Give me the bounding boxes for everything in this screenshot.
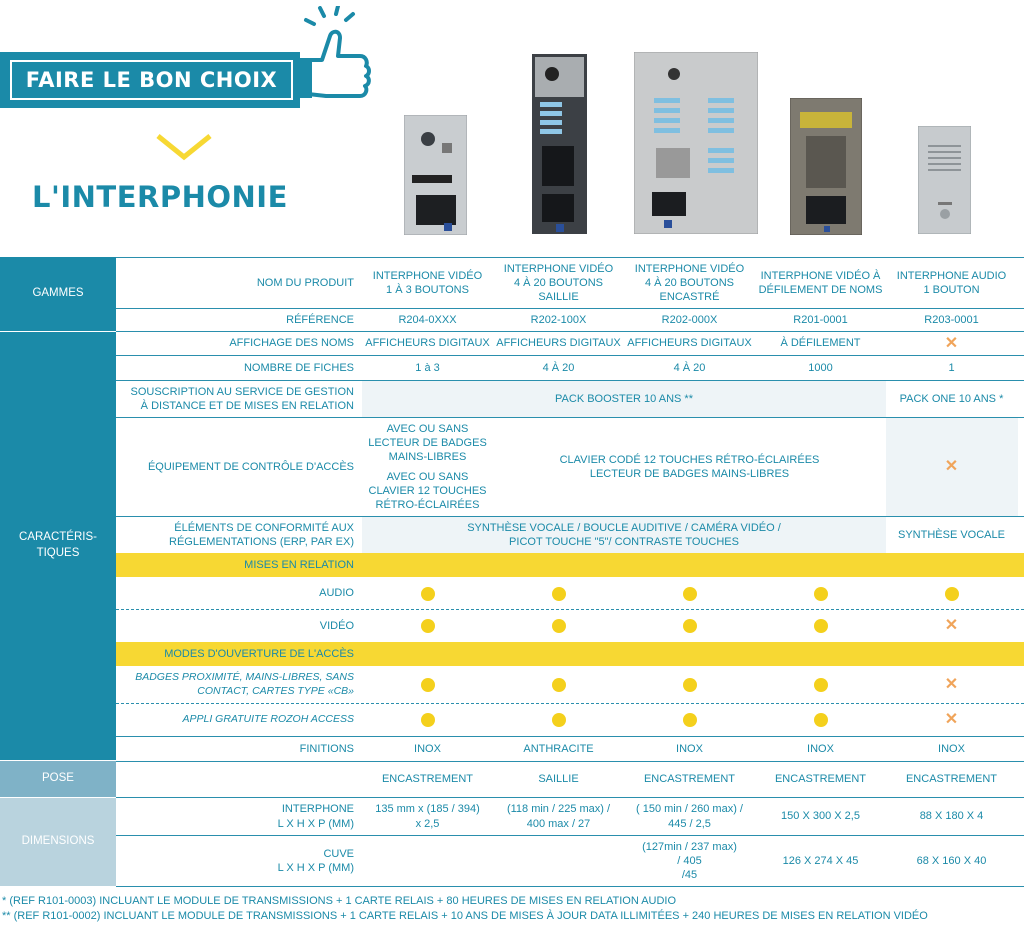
appli-cell xyxy=(755,704,886,736)
audio-cell xyxy=(755,578,886,609)
conformite-last: SYNTHÈSE VOCALE xyxy=(898,528,1005,541)
section-gammes: GAMMES xyxy=(0,257,116,331)
finitions-cell: INOX xyxy=(414,742,441,755)
dim-interphone-cell: 150 X 300 X 2,5 xyxy=(781,810,860,823)
nom-cell: INTERPHONE AUDIO 1 BOUTON xyxy=(896,269,1007,296)
badges-cell xyxy=(624,667,755,703)
check-dot-icon xyxy=(683,587,697,601)
page-title: L'INTERPHONIE xyxy=(32,180,288,214)
chevron-down-icon xyxy=(155,133,213,161)
finitions-cell: INOX xyxy=(938,742,965,755)
reference-cell: R201-0001 xyxy=(793,313,848,326)
video-cell xyxy=(362,610,493,642)
divider xyxy=(116,886,1024,887)
video-cell xyxy=(755,610,886,642)
cross-icon: ✕ xyxy=(944,458,959,475)
check-dot-icon xyxy=(421,587,435,601)
equipement-label: ÉQUIPEMENT DE CONTRÔLE D'ACCÈS xyxy=(147,460,354,473)
video-label: VIDÉO xyxy=(319,619,354,632)
check-dot-icon xyxy=(552,713,566,727)
fiches-cell: 4 À 20 xyxy=(673,361,706,374)
pose-cell: ENCASTREMENT xyxy=(905,773,998,786)
check-dot-icon xyxy=(683,713,697,727)
cross-icon: ✕ xyxy=(944,334,959,352)
fiches-cell: 4 À 20 xyxy=(542,361,575,374)
modes-label: MODES D'OUVERTURE DE L'ACCÈS xyxy=(164,648,354,660)
pose-cell: SAILLIE xyxy=(538,773,579,786)
souscription-label: SOUSCRIPTION AU SERVICE DE GESTION À DISTANCE ET DE MISES EN RELATION xyxy=(130,385,354,412)
audio-label: AUDIO xyxy=(319,587,354,600)
equipement-cross xyxy=(886,418,1017,516)
nom-cell: INTERPHONE VIDÉO 4 À 20 BOUTONS ENCASTRÉ xyxy=(634,262,745,304)
audio-cell xyxy=(886,578,1017,609)
dim-cuve-label: CUVE L X H X P (MM) xyxy=(277,847,354,874)
conformite-merged: SYNTHÈSE VOCALE / BOUCLE AUDITIVE / CAMÉRA VIDÉO / PICOT TOUCHE "5"/ CONTRASTE TOUCHES xyxy=(467,521,781,548)
check-dot-icon xyxy=(552,678,566,692)
affichage-cross xyxy=(886,332,1017,355)
header-banner xyxy=(0,52,300,108)
dim-interphone-label: INTERPHONE L X H X P (MM) xyxy=(277,803,354,830)
conformite-label: ÉLÉMENTS DE CONFORMITÉ AUX RÉGLEMENTATIONS (ERP, PAR EX) xyxy=(169,521,354,548)
reference-cell: R204-0XXX xyxy=(398,313,457,326)
badges-cell xyxy=(755,667,886,703)
finitions-label: FINITIONS xyxy=(299,742,354,755)
finitions-cell: INOX xyxy=(807,742,834,755)
pose-cell: ENCASTREMENT xyxy=(381,773,474,786)
appli-label: APPLI GRATUITE ROZOH ACCESS xyxy=(182,713,354,726)
dim-cuve-cell: (127min / 237 max) / 405 /45 xyxy=(642,840,737,882)
check-dot-icon xyxy=(421,619,435,633)
fiches-label: NOMBRE DE FICHES xyxy=(243,361,354,374)
reference-cell: R203-0001 xyxy=(924,313,979,326)
section-pose: POSE xyxy=(0,761,116,797)
video-cell xyxy=(886,610,1017,642)
product-image-2 xyxy=(532,54,587,234)
section-caracteristiques: CARACTÉRIS- TIQUES xyxy=(0,332,116,760)
badges-cell xyxy=(362,667,493,703)
audio-cell xyxy=(493,578,624,609)
dim-interphone-cell: (118 min / 225 max) / 400 max / 27 xyxy=(506,803,611,830)
affichage-cell: AFFICHEURS DIGITAUX xyxy=(627,337,752,350)
equipement-merged: CLAVIER CODÉ 12 TOUCHES RÉTRO-ÉCLAIRÉES LECTEUR DE BADGES MAINS-LIBRES xyxy=(559,453,820,480)
check-dot-icon xyxy=(552,619,566,633)
pose-cell: ENCASTREMENT xyxy=(643,773,736,786)
banner-title: FAIRE LE BON CHOIX xyxy=(10,60,293,100)
reference-label: RÉFÉRENCE xyxy=(286,313,354,326)
footnote-2: ** (REF R101-0002) INCLUANT LE MODULE DE TRANSMISSIONS + 1 CARTE RELAIS + 10 ANS DE MISES À JOUR DATA ILLIMITÉES + 240 HEURES DE MISES EN RELATION VIDÉO xyxy=(2,910,928,922)
appli-cell xyxy=(362,704,493,736)
check-dot-icon xyxy=(814,587,828,601)
badges-cell xyxy=(886,667,1017,703)
section-dimensions: DIMENSIONS xyxy=(0,798,116,886)
nom-cell: INTERPHONE VIDÉO 1 À 3 BOUTONS xyxy=(372,269,483,296)
affichage-cell: AFFICHEURS DIGITAUX xyxy=(365,337,490,350)
appli-cell xyxy=(493,704,624,736)
product-image-1 xyxy=(404,115,467,235)
check-dot-icon xyxy=(683,678,697,692)
product-image-3 xyxy=(634,52,758,234)
souscription-merged: PACK BOOSTER 10 ANS ** xyxy=(555,392,693,405)
product-image-5 xyxy=(918,126,971,234)
souscription-last: PACK ONE 10 ANS * xyxy=(899,392,1004,405)
nom-label: NOM DU PRODUIT xyxy=(256,276,354,289)
video-cell xyxy=(493,610,624,642)
reference-cell: R202-100X xyxy=(530,313,587,326)
footnote-1: * (REF R101-0003) INCLUANT LE MODULE DE TRANSMISSIONS + 1 CARTE RELAIS + 80 HEURES DE MISES EN RELATION AUDIO xyxy=(2,895,677,907)
badges-label: BADGES PROXIMITÉ, MAINS-LIBRES, SANS CONTACT, CARTES TYPE «CB» xyxy=(135,671,354,697)
appli-cell xyxy=(886,704,1017,736)
equipement-first-b: AVEC OU SANS CLAVIER 12 TOUCHES RÉTRO-ÉCLAIRÉES xyxy=(368,470,487,512)
affichage-cell: À DÉFILEMENT xyxy=(780,337,861,350)
check-dot-icon xyxy=(814,619,828,633)
equipement-first-a: AVEC OU SANS LECTEUR DE BADGES MAINS-LIBRES xyxy=(368,422,487,464)
check-dot-icon xyxy=(814,678,828,692)
dim-interphone-cell: ( 150 min / 260 max) / 445 / 2,5 xyxy=(636,803,743,830)
pose-cell: ENCASTREMENT xyxy=(774,773,867,786)
affichage-cell: AFFICHEURS DIGITAUX xyxy=(496,337,621,350)
dim-interphone-cell: 135 mm x (185 / 394) x 2,5 xyxy=(375,803,480,830)
nom-cell: INTERPHONE VIDÉO 4 À 20 BOUTONS SAILLIE xyxy=(503,262,614,304)
check-dot-icon xyxy=(814,713,828,727)
cross-icon: ✕ xyxy=(944,676,959,693)
mises-label: MISES EN RELATION xyxy=(244,559,354,571)
fiches-cell: 1000 xyxy=(808,361,833,374)
dim-cuve-cell: 126 X 274 X 45 xyxy=(782,854,859,867)
check-dot-icon xyxy=(683,619,697,633)
check-dot-icon xyxy=(945,587,959,601)
cross-icon: ✕ xyxy=(944,711,959,728)
nom-cell: INTERPHONE VIDÉO À DÉFILEMENT DE NOMS xyxy=(758,269,883,296)
dim-cuve-cell: 68 X 160 X 40 xyxy=(916,854,987,867)
video-cell xyxy=(624,610,755,642)
thumbs-up-icon xyxy=(286,6,376,116)
cross-icon: ✕ xyxy=(944,617,959,634)
finitions-cell: ANTHRACITE xyxy=(523,742,594,755)
fiches-cell: 1 à 3 xyxy=(415,361,440,374)
finitions-cell: INOX xyxy=(676,742,703,755)
dim-interphone-cell: 88 X 180 X 4 xyxy=(919,810,984,823)
fiches-cell: 1 xyxy=(948,361,955,374)
check-dot-icon xyxy=(421,713,435,727)
audio-cell xyxy=(624,578,755,609)
product-image-4 xyxy=(790,98,862,235)
affichage-label: AFFICHAGE DES NOMS xyxy=(229,337,354,350)
appli-cell xyxy=(624,704,755,736)
check-dot-icon xyxy=(552,587,566,601)
reference-cell: R202-000X xyxy=(661,313,718,326)
check-dot-icon xyxy=(421,678,435,692)
badges-cell xyxy=(493,667,624,703)
audio-cell xyxy=(362,578,493,609)
